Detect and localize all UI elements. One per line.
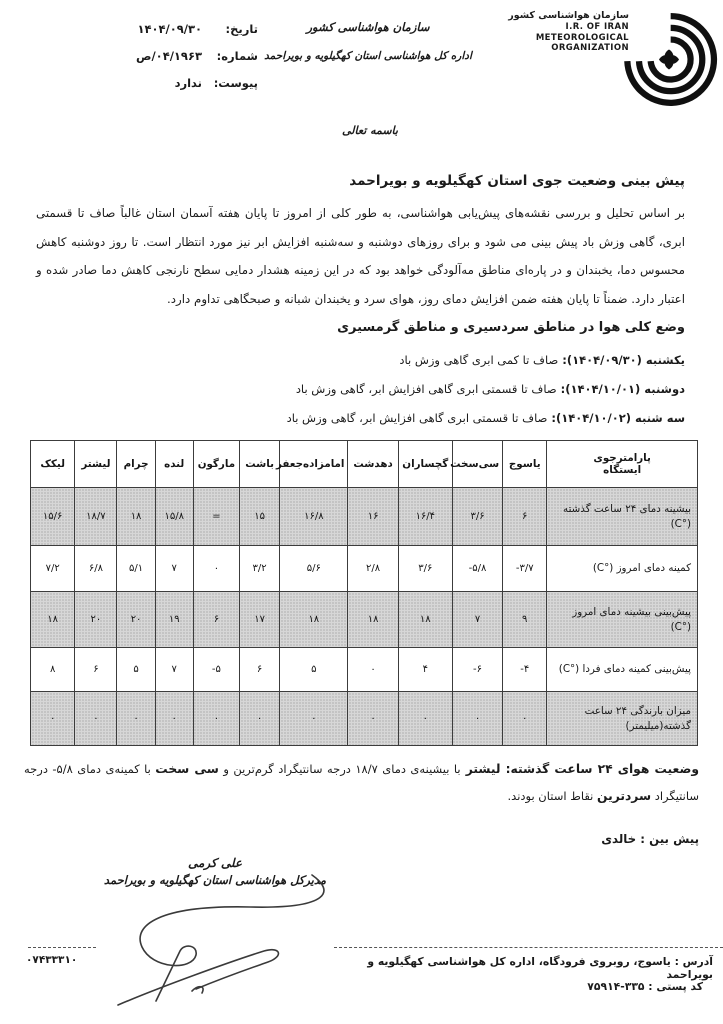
attachment-label: پیوست: (213, 76, 258, 90)
param-cell-1: کمینه دمای امروز (°C) (547, 546, 698, 592)
note-segment-4: سردترین (597, 789, 652, 803)
value-cell-2-0 (503, 592, 547, 648)
value-cell-0-0 (503, 488, 547, 546)
value-cell-2-10 (31, 592, 75, 648)
value-0-2: ۱۶/۴ (415, 511, 436, 522)
table-row-0 (31, 488, 698, 546)
value-cell-4-0 (503, 692, 547, 746)
forecast-day: سه شنبه (۱۴۰۴/۱۰/۰۲): (547, 411, 685, 425)
value-cell-0-5 (240, 488, 280, 546)
value-4-5: ۰ (256, 713, 263, 724)
org-name-en-2: METEOROLOGICAL (535, 32, 629, 43)
value-4-2: ۰ (422, 713, 428, 724)
forecast-day: دوشنبه (۱۴۰۴/۱۰/۰۱): (556, 382, 685, 396)
basmala: باسمه تعالی (342, 124, 398, 137)
org-name-en-1: I.R. OF IRAN (565, 21, 629, 32)
postal-label: کد پستی : (648, 980, 703, 993)
station-header-row (31, 441, 698, 488)
value-cell-1-9 (75, 546, 117, 592)
value-2-6: ۶ (213, 614, 220, 625)
value-4-10: ۰ (49, 713, 56, 724)
station-header-2: گچساران (398, 441, 452, 488)
value-cell-3-6 (193, 648, 239, 692)
value-cell-0-4 (280, 488, 348, 546)
date-label: تاریخ: (225, 22, 258, 36)
value-0-3: ۱۶ (367, 511, 379, 522)
param-cell-3: پیش‌بینی کمینه دمای فردا (°C) (547, 648, 698, 692)
past-24h-summary (24, 756, 699, 810)
meta-date-row (78, 22, 258, 36)
parameter-header-line1: پارامترجوی (593, 452, 651, 464)
value-cell-1-2 (398, 546, 452, 592)
station-header-1: سی‌سخت (452, 441, 502, 488)
meta-number-row (78, 49, 258, 63)
note-segment-3: با کمینه‌ی دمای ۵/۸- درجه سانتیگراد (24, 762, 699, 803)
value-1-10: ۷/۲ (45, 563, 60, 574)
number-label: شماره: (216, 49, 258, 63)
page-title: پیش بینی وضعیت جوی استان کهگیلویه و بویراحمد (349, 173, 685, 189)
date-value: ۱۴۰۴/۰۹/۳۰ (137, 22, 202, 36)
station-header-6: مارگون (193, 441, 239, 488)
value-cell-0-7 (155, 488, 193, 546)
letterhead-center (253, 20, 483, 62)
value-1-0: -۳/۷ (515, 563, 534, 574)
value-cell-4-7 (155, 692, 193, 746)
signature-block (80, 856, 350, 1017)
value-0-0: ۶ (522, 511, 528, 522)
parameter-header-cell (547, 441, 698, 488)
value-cell-1-7 (155, 546, 193, 592)
value-cell-3-2 (398, 648, 452, 692)
param-cell-0: بیشینه دمای ۲۴ ساعت گذشته (°C) (547, 488, 698, 546)
value-cell-3-5 (240, 648, 280, 692)
footer-phone: ۰۷۴۳۳۳۱۰ (26, 954, 78, 966)
org-logo-block (508, 6, 719, 118)
value-1-9: ۶/۸ (88, 563, 103, 574)
value-3-5: ۶ (256, 664, 263, 675)
station-header-9: لیشتر (75, 441, 117, 488)
daily-forecast-list (38, 352, 685, 439)
weather-table-head (31, 441, 698, 488)
station-header-5: باشت (240, 441, 280, 488)
value-3-4: ۵ (311, 664, 317, 675)
value-cell-0-10 (31, 488, 75, 546)
value-cell-2-4 (280, 592, 348, 648)
value-3-3: ۰ (370, 664, 376, 675)
value-2-2: ۱۸ (419, 614, 431, 625)
letterhead-office-line: اداره کل هواشناسی استان کهگیلویه و بویراحمد (264, 50, 472, 62)
value-cell-3-9 (75, 648, 117, 692)
station-header-8: چرام (117, 441, 155, 488)
value-4-8: ۰ (133, 713, 139, 724)
value-4-1: ۰ (474, 713, 481, 724)
parameter-header-line2: ایستگاه (603, 464, 642, 476)
table-row-3 (31, 648, 698, 692)
value-1-4: ۵/۶ (306, 563, 321, 574)
value-cell-3-4 (280, 648, 348, 692)
value-cell-4-8 (117, 692, 155, 746)
spiral-logo-icon (619, 6, 719, 118)
footer-address: آدرس : یاسوج، روبروی فرودگاه، اداره کل هواشناسی کهگیلویه و بویراحمد (367, 955, 713, 981)
value-2-4: ۱۸ (308, 614, 320, 625)
value-4-0: ۰ (522, 713, 528, 724)
value-0-9: ۱۸/۷ (86, 511, 106, 522)
number-value: ۰۴/۱۹۶۳/ص (136, 49, 202, 63)
value-cell-4-1 (452, 692, 502, 746)
org-name-en-3: ORGANIZATION (551, 43, 629, 54)
letterhead-org-line: سازمان هواشناسی کشور (306, 20, 430, 34)
value-2-0: ۹ (522, 614, 528, 625)
value-1-5: ۳/۲ (252, 563, 267, 574)
forecast-line-1 (38, 381, 685, 398)
station-header-0: یاسوج (503, 441, 547, 488)
station-header-4: امامزاده‌جعفر (280, 441, 348, 488)
footer-postal-code (587, 980, 703, 993)
value-2-3: ۱۸ (367, 614, 379, 625)
value-1-1: -۵/۸ (468, 563, 487, 574)
forecast-text: صاف تا کمی ابری گاهی وزش باد (399, 353, 559, 367)
note-segment-2: سی سخت (155, 762, 219, 776)
value-cell-1-4 (280, 546, 348, 592)
meta-attachment-row (78, 76, 258, 90)
value-cell-2-3 (348, 592, 398, 648)
value-cell-3-7 (155, 648, 193, 692)
value-3-6: -۵ (211, 664, 221, 675)
value-cell-2-6 (193, 592, 239, 648)
value-2-1: ۷ (474, 614, 481, 625)
value-1-8: ۵/۱ (129, 563, 144, 574)
letter-meta (78, 22, 258, 103)
forecast-line-2 (38, 410, 685, 427)
value-cell-4-3 (348, 692, 398, 746)
signatory-name: علی کرمی (187, 856, 243, 870)
value-cell-0-3 (348, 488, 398, 546)
forecast-day: یکشنبه (۱۴۰۴/۰۹/۳۰): (558, 353, 685, 367)
value-2-9: ۲۰ (90, 614, 102, 625)
table-row-4 (31, 692, 698, 746)
note-segment-1: با بیشینه‌ی دمای ۱۸/۷ درجه سانتیگراد گرم‌ترین و (218, 762, 461, 776)
station-header-3: دهدشت (348, 441, 398, 488)
value-cell-1-10 (31, 546, 75, 592)
handwritten-signature (80, 873, 350, 1013)
value-3-9: ۶ (93, 664, 99, 675)
forecast-text: صاف تا قسمتی ابری گاهی افزایش ابر، گاهی وزش باد (295, 382, 557, 396)
value-1-6: ۰ (213, 563, 220, 574)
value-cell-2-9 (75, 592, 117, 648)
intro-paragraph: بر اساس تحلیل و بررسی نقشه‌های پیش‌یابی هواشناسی، به طور کلی از امروز تا پایان هفته آسمان استان غالباً صاف تا قسمتی ابری، گاهی وزش باد پیش بینی می شود و برای روزهای دوشنبه و سه‌شنبه افزایش ابر نیز مورد انتظار است. تا روز دوشنبه کاهش محسوس دما، یخبندان و در پاره‌ای مناطق مه‌آلودگی خواهد بود که در این زمینه هشدار دمایی سطح نارنجی کاهش دما صادر شده و اعتبار دارد. ضمناً تا پایان هفته ضمن افزایش دمای روز، هوای سرد و یخبندان شبانه و صبحگاهی تداوم دارد. (36, 206, 685, 306)
value-cell-2-1 (452, 592, 502, 648)
value-3-7: ۷ (171, 664, 177, 675)
table-row-1 (31, 546, 698, 592)
weather-table (30, 440, 698, 746)
value-3-1: -۶ (473, 664, 483, 675)
value-0-4: ۱۶/۸ (304, 511, 324, 522)
forecast-text: صاف تا قسمتی ابری گاهی افزایش ابر، گاهی وزش باد (286, 411, 548, 425)
value-1-3: ۲/۸ (366, 563, 381, 574)
postal-value: ۷۵۹۱۴-۳۳۵ (587, 980, 645, 993)
value-4-3: ۰ (370, 713, 376, 724)
value-cell-0-9 (75, 488, 117, 546)
value-3-0: -۴ (520, 664, 530, 675)
value-2-7: ۱۹ (168, 614, 180, 625)
section-heading: وضع کلی هوا در مناطق سردسیری و مناطق گرمسیری (337, 320, 685, 335)
value-0-5: ۱۵ (254, 511, 265, 522)
value-cell-1-5 (240, 546, 280, 592)
forecaster-name: پیش بین : خالدی (601, 832, 699, 846)
value-cell-4-2 (398, 692, 452, 746)
value-cell-0-1 (452, 488, 502, 546)
value-2-10: ۱۸ (47, 614, 59, 625)
footer-divider-left (28, 947, 96, 948)
value-cell-3-10 (31, 648, 75, 692)
value-1-2: ۳/۶ (418, 563, 433, 574)
value-cell-0-8 (117, 488, 155, 546)
value-cell-1-0 (503, 546, 547, 592)
value-cell-4-4 (280, 692, 348, 746)
value-cell-4-9 (75, 692, 117, 746)
value-cell-3-1 (452, 648, 502, 692)
signatory-title: مدیرکل هواشناسی استان کهگیلویه و بویراحمد (103, 873, 327, 887)
value-cell-1-3 (348, 546, 398, 592)
forecast-line-0 (38, 352, 685, 369)
station-header-10: لیکک (31, 441, 75, 488)
org-logo-text (508, 10, 629, 54)
value-0-1: ۳/۶ (470, 511, 485, 522)
footer-divider-right (334, 947, 723, 948)
value-cell-1-1 (452, 546, 502, 592)
value-0-6: = (212, 511, 221, 522)
weather-table-body (31, 488, 698, 746)
value-cell-2-5 (240, 592, 280, 648)
param-cell-2: پیش‌بینی بیشینه دمای امروز (°C) (547, 592, 698, 648)
value-0-7: ۱۵/۸ (164, 511, 184, 522)
table-row-2 (31, 592, 698, 648)
value-cell-3-3 (348, 648, 398, 692)
value-3-8: ۵ (133, 664, 139, 675)
value-cell-1-6 (193, 546, 239, 592)
value-4-4: ۰ (311, 713, 317, 724)
value-cell-2-7 (155, 592, 193, 648)
value-2-8: ۲۰ (130, 614, 142, 625)
value-cell-4-5 (240, 692, 280, 746)
value-0-10: ۱۵/۶ (42, 511, 63, 522)
note-segment-0: وضعیت هوای ۲۴ ساعت گذشته: لیشتر (460, 762, 699, 776)
value-0-8: ۱۸ (130, 511, 142, 522)
value-4-7: ۰ (171, 713, 177, 724)
value-cell-2-8 (117, 592, 155, 648)
value-3-10: ۸ (49, 664, 56, 675)
value-cell-4-10 (31, 692, 75, 746)
value-cell-3-8 (117, 648, 155, 692)
value-1-7: ۷ (171, 563, 177, 574)
value-cell-0-2 (398, 488, 452, 546)
value-4-6: ۰ (213, 713, 220, 724)
value-cell-4-6 (193, 692, 239, 746)
station-header-7: لنده (155, 441, 193, 488)
attachment-value: ندارد (174, 76, 202, 90)
value-3-2: ۴ (422, 664, 428, 675)
value-4-9: ۰ (93, 713, 99, 724)
value-cell-1-8 (117, 546, 155, 592)
note-segment-5: نقاط استان بودند. (507, 789, 598, 803)
value-cell-0-6 (193, 488, 239, 546)
value-2-5: ۱۷ (254, 614, 265, 625)
org-name-farsi: سازمان هواشناسی کشور (508, 10, 629, 21)
param-cell-4: میزان بارندگی ۲۴ ساعت گذشته(میلیمتر) (547, 692, 698, 746)
value-cell-2-2 (398, 592, 452, 648)
value-cell-3-0 (503, 648, 547, 692)
